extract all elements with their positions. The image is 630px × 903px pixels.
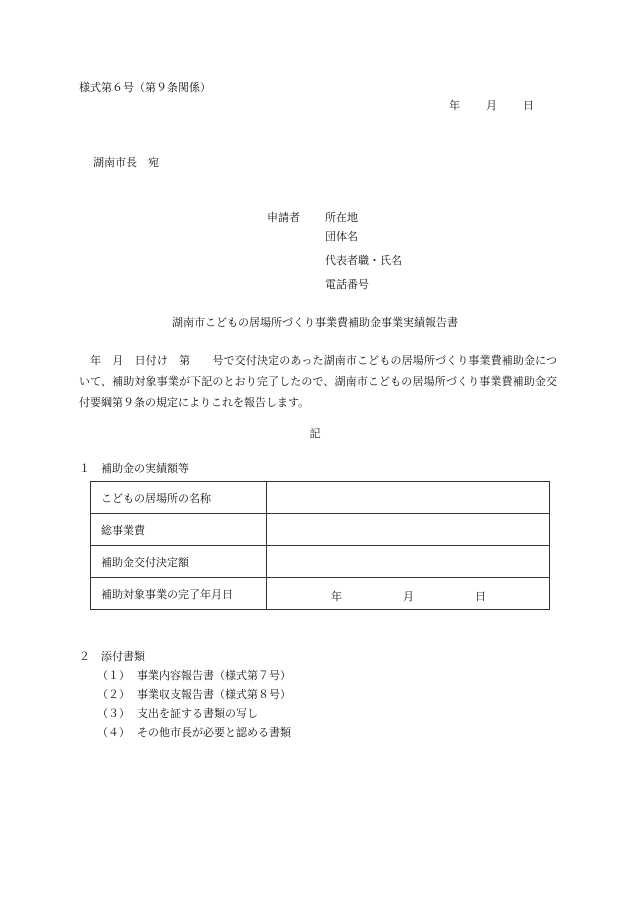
list-item (97, 670, 291, 681)
addressee: 湖南市長 宛 (93, 156, 159, 169)
section1-heading: １ 補助金の実績額等 (79, 462, 189, 475)
attachment-text: 事業収支報告書（様式第８号） (137, 688, 291, 701)
completion-month-label: 月 (403, 590, 414, 603)
date-year-label: 年 (449, 99, 460, 112)
table-row (91, 514, 550, 546)
applicant-address-label: 所在地 (325, 211, 358, 224)
date-line (449, 100, 534, 111)
row-label-total-cost: 総事業費 (91, 514, 267, 546)
row-value-completion-date[interactable] (267, 578, 550, 610)
list-item (97, 689, 291, 700)
attachment-number: （１） (97, 669, 130, 682)
attachment-text: 事業内容報告書（様式第７号） (137, 669, 291, 682)
completion-year-label: 年 (331, 590, 342, 603)
completion-day-label: 日 (475, 590, 486, 603)
row-value-name[interactable] (267, 482, 550, 514)
date-month-label: 月 (486, 99, 497, 112)
attachment-number: （２） (97, 688, 130, 701)
results-table (90, 481, 550, 610)
attachment-text: その他市長が必要と認める書類 (137, 726, 291, 739)
attachment-text: 支出を証する書類の写し (137, 707, 258, 720)
row-label-name: こどもの居場所の名称 (91, 482, 267, 514)
table-row (91, 546, 550, 578)
attachment-number: （３） (97, 707, 130, 720)
date-day-label: 日 (523, 99, 534, 112)
applicant-org-label: 団体名 (325, 230, 358, 243)
row-label-completion-date: 補助対象事業の完了年月日 (91, 578, 267, 610)
form-number: 様式第６号（第９条関係） (79, 81, 211, 94)
list-item (97, 727, 291, 738)
section2-heading: ２ 添付書類 (79, 650, 145, 663)
row-value-total-cost[interactable] (267, 514, 550, 546)
body-paragraph: 年 月 日付け 第 号で交付決定のあった湖南市こどもの居場所づくり事業費補助金について、補助対象事業が下記のとおり完了したので、湖南市こどもの居場所づくり事業費補助金交付要綱第９条の規定によりこれを報告します。 (79, 354, 557, 409)
applicant-label: 申請者 (267, 211, 300, 224)
applicant-phone-label: 電話番号 (325, 278, 369, 291)
row-label-grant-amount: 補助金交付決定額 (91, 546, 267, 578)
table-row (91, 578, 550, 610)
attachment-number: （４） (97, 726, 130, 739)
list-item (97, 708, 258, 719)
row-value-grant-amount[interactable] (267, 546, 550, 578)
table-row (91, 482, 550, 514)
page-title: 湖南市こどもの居場所づくり事業費補助金事業実績報告書 (172, 316, 458, 329)
ki-marker: 記 (309, 427, 321, 440)
applicant-rep-label: 代表者職・氏名 (325, 254, 402, 267)
